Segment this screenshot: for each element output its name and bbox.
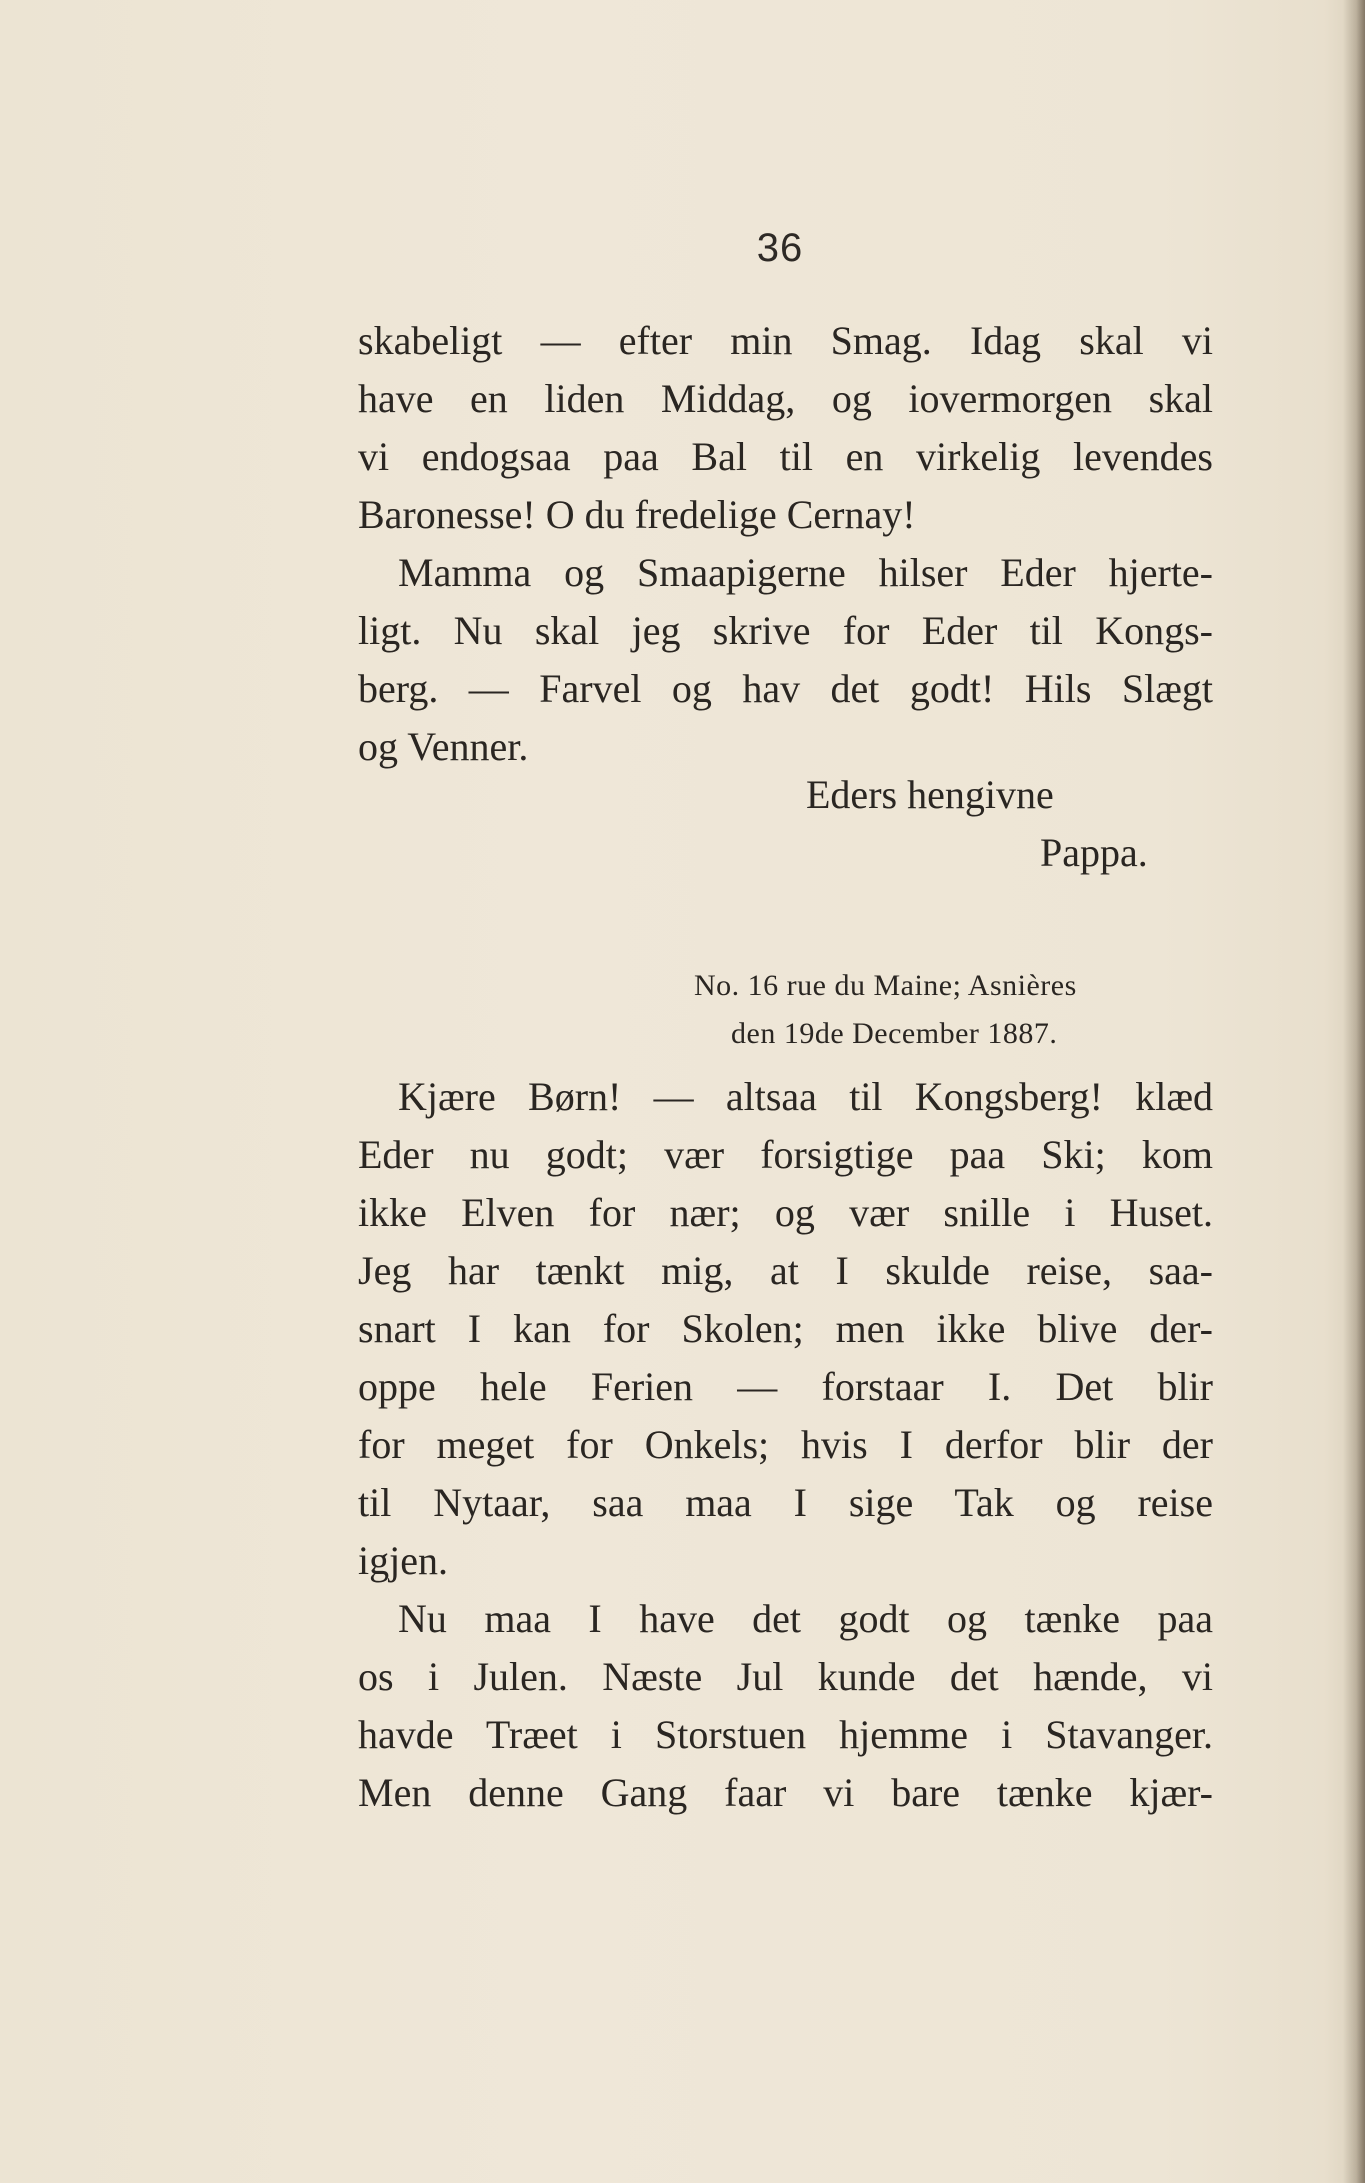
page-number: 36 [756, 226, 804, 270]
page-edge-shadow [1343, 0, 1365, 2183]
letter-signature: Pappa. [1040, 830, 1148, 875]
text-line: til Nytaar, saa maa I sige Tak og reise [358, 1480, 1213, 1525]
text-line: og Venner. [358, 724, 529, 769]
text-line: vi endogsaa paa Bal til en virkelig levendes [358, 434, 1213, 479]
text-line: Baronesse! O du fredelige Cernay! [358, 492, 916, 537]
text-line: berg. — Farvel og hav det godt! Hils Slægt [358, 666, 1213, 711]
letter-address: No. 16 rue du Maine; Asnières [694, 969, 1077, 1002]
text-line: Men denne Gang faar vi bare tænke kjær- [358, 1770, 1213, 1815]
text-line: Jeg har tænkt mig, at I skulde reise, saa- [358, 1248, 1213, 1293]
text-line: Mamma og Smaapigerne hilser Eder hjerte- [398, 550, 1213, 595]
text-line: ikke Elven for nær; og vær snille i Huset. [358, 1190, 1213, 1235]
text-line: oppe hele Ferien — forstaar I. Det blir [358, 1364, 1213, 1409]
text-line: havde Træet i Storstuen hjemme i Stavanger. [358, 1712, 1213, 1757]
text-line: igjen. [358, 1538, 448, 1583]
text-line: Kjære Børn! — altsaa til Kongsberg! klæd [398, 1074, 1213, 1119]
letter-closing: Eders hengivne [806, 772, 1054, 817]
text-line: Nu maa I have det godt og tænke paa [398, 1596, 1213, 1641]
text-line: skabeligt — efter min Smag. Idag skal vi [358, 318, 1213, 363]
letter-date: den 19de December 1887. [731, 1017, 1058, 1050]
text-line: snart I kan for Skolen; men ikke blive der- [358, 1306, 1213, 1351]
text-line: have en liden Middag, og iovermorgen skal [358, 376, 1213, 421]
text-line: Eder nu godt; vær forsigtige paa Ski; kom [358, 1132, 1213, 1177]
text-line: for meget for Onkels; hvis I derfor blir der [358, 1422, 1213, 1467]
text-line: ligt. Nu skal jeg skrive for Eder til Kongs- [358, 608, 1213, 653]
text-line: os i Julen. Næste Jul kunde det hænde, vi [358, 1654, 1213, 1699]
